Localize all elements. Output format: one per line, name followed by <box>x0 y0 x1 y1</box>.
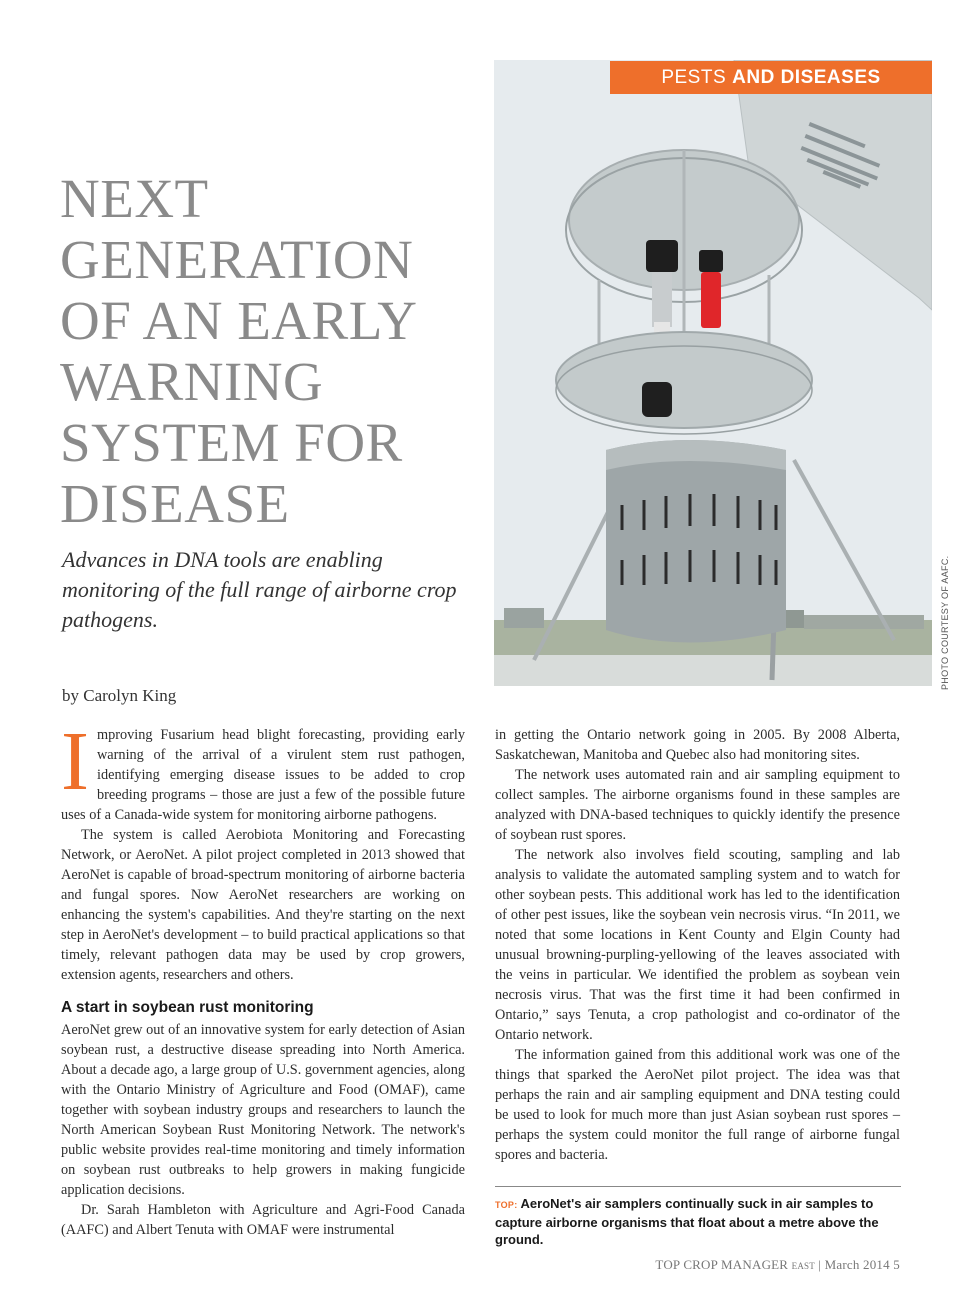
byline: by Carolyn King <box>62 686 177 705</box>
photo-caption <box>495 1195 905 1248</box>
footer-edition: EAST <box>791 1261 815 1271</box>
paragraph: in getting the Ontario network going in 2005. By 2008 Alberta, Saskatchewan, Manitoba and Quebec also had monitoring sites. <box>495 727 900 763</box>
paragraph: The system is called Aerobiota Monitoring and Forecasting Network, or AeroNet. A pilot project completed in 2013 showed that AeroNet is capable of broad-spectrum monitoring of airborne bacteria and fungal spores. Now AeroNet researchers are working on enhancing the system's capabilities. And they're starting on the next step in AeroNet's development – to build practical applications so that timely, relevant pathogen data may be used by crop growers, extension agents, researchers and others. <box>61 827 465 983</box>
caption-divider <box>495 1186 901 1187</box>
page-number: 5 <box>893 1257 900 1272</box>
article-column-right <box>495 725 900 1165</box>
caption-lead: TOP: <box>495 1200 518 1210</box>
article-dek: Advances in DNA tools are enabling monitoring of the full range of airborne crop pathogens. <box>62 547 457 632</box>
paragraph: Dr. Sarah Hambleton with Agriculture and Agri-Food Canada (AAFC) and Albert Tenuta with OMAF were instrumental <box>61 1202 465 1238</box>
caption-text: AeroNet's air samplers continually suck in air samples to capture airborne organisms that float about a metre above the ground. <box>495 1196 879 1247</box>
drop-cap: I <box>61 715 89 808</box>
paragraph: The network uses automated rain and air sampling equipment to collect samples. The airborne organisms found in these samples are analyzed with DNA-based techniques to quickly identify the presence of soybean rust spores. <box>495 767 900 843</box>
paragraph: The information gained from this additional work was one of the things that sparked the AeroNet pilot project. The idea was that perhaps the rain and air sampling equipment and DNA testing could be used to look for much more than just Asian soybean rust spores – perhaps the system could monitor the full range of airborne fungal spores and bacteria. <box>495 1047 900 1163</box>
air-sampler-photo <box>494 60 932 686</box>
footer-separator: | <box>818 1257 822 1272</box>
section-tag-label: PESTS <box>661 66 727 88</box>
paragraph: The network also involves field scouting, sampling and lab analysis to validate the automated sampling system and to watch for other soybean pests. This additional work has led to the identification of other pest issues, like the soybean vein necrosis virus. “In 2011, we noted that some locations in Kent County and Elgin County had unusual browning-purpling-yellowing of the leaves associated with the veins in particular. We identified the problem as soybean vein necrosis virus. That was the first time it had been confirmed in Ontario,” says Tenuta, a crop pathologist and co-ordinator of the Ontario network. <box>495 847 900 1043</box>
section-tag-label-bold: AND DISEASES <box>732 66 881 88</box>
air-sampler-illustration <box>494 60 932 686</box>
page-footer <box>640 1257 900 1273</box>
article-column-left <box>61 715 465 1240</box>
paragraph-intro <box>61 715 465 825</box>
footer-magazine: TOP CROP MANAGER <box>655 1257 789 1272</box>
section-subhead: A start in soybean rust monitoring <box>61 999 314 1016</box>
paragraph-intro-text: mproving Fusarium head blight forecasting, providing early warning of the arrival of a virulent stem rust pathogen, identifying emerging disease issues to be added to crop breeding programs – those are just a few of the possible future uses of a Canada-wide system for monitoring airborne pathogens. <box>61 727 465 823</box>
article-headline: NEXT GENERATION OF AN EARLY WARNING SYSTEM FOR DISEASE <box>60 168 416 534</box>
footer-date: March 2014 <box>824 1257 890 1272</box>
section-tag <box>610 61 932 94</box>
paragraph: AeroNet grew out of an innovative system for early detection of Asian soybean rust, a destructive disease spreading into North America. About a decade ago, a large group of U.S. government agencies, along with the Ontario Ministry of Agriculture and Food (OMAF), came together with soybean industry groups and researchers to launch the North American Soybean Rust Monitoring Network. The network's public website provides real-time monitoring and timely information on soybean rust outbreaks to help growers in making fungicide application decisions. <box>61 1022 465 1198</box>
